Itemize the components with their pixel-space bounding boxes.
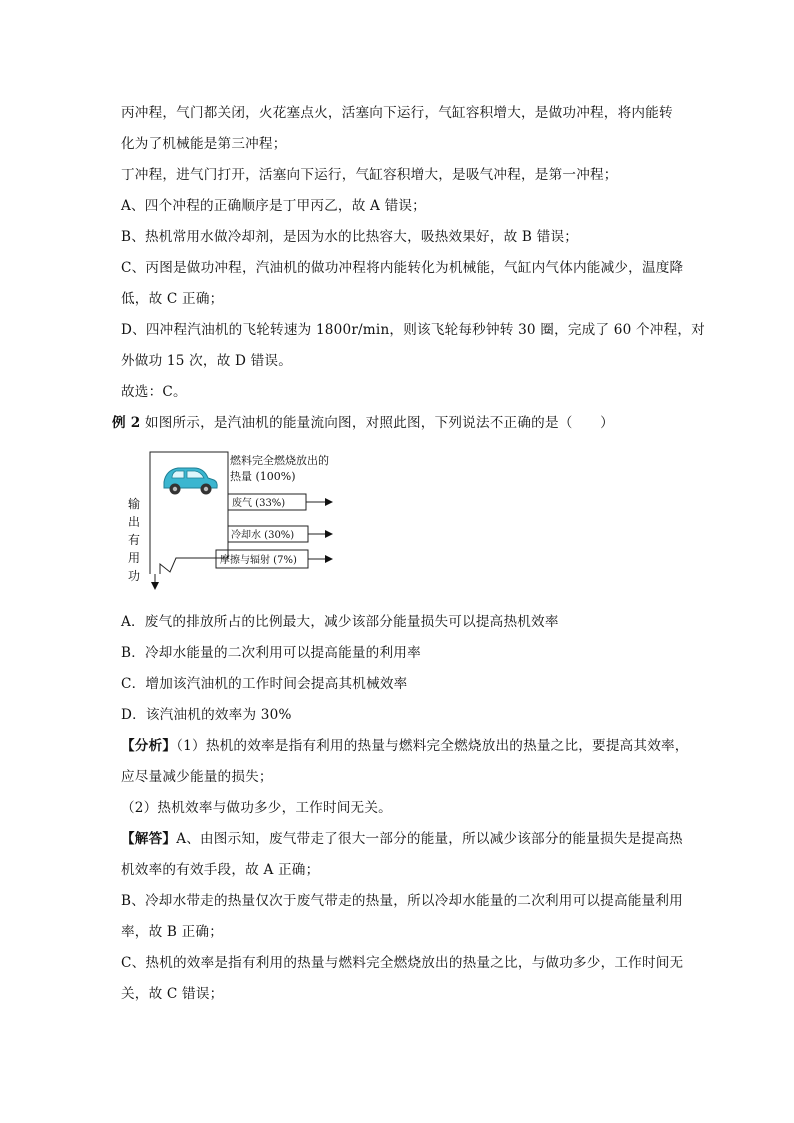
- solution-line-9: 外做功 15 次，故 D 错误。: [121, 353, 293, 369]
- answer-line-2: 机效率的有效手段，故 A 正确；: [121, 862, 320, 878]
- answer-line-6: 关，故 C 错误；: [121, 986, 224, 1002]
- answer-line-1: [121, 829, 683, 849]
- answer-line-3: B、冷却水带走的热量仅次于废气带走的热量，所以冷却水能量的二次利用可以提高能量利用: [121, 893, 683, 909]
- useful-work-char-5: 功: [128, 569, 141, 583]
- example-label: 例 2: [112, 415, 141, 431]
- analysis-tag: 【分析】: [121, 738, 177, 754]
- analysis-text-1: （1）热机的效率是指有利用的热量与燃料完全燃烧放出的热量之比，要提高其效率，: [176, 738, 689, 754]
- solution-line-7: 低，故 C 正确；: [121, 291, 224, 307]
- solution-line-10: 故选：C。: [121, 384, 187, 400]
- analysis-line-3: （2）热机效率与做功多少，工作时间无关。: [121, 800, 392, 816]
- useful-work-char-2: 出: [128, 515, 141, 529]
- option-b: B．冷却水能量的二次利用可以提高能量的利用率: [121, 645, 421, 661]
- exhaust-label: 废气 (33%): [232, 498, 286, 509]
- energy-flow-svg: [120, 448, 360, 598]
- answer-line-5: C、热机的效率是指有利用的热量与燃料完全燃烧放出的热量之比，与做功多少，工作时间无: [121, 955, 684, 971]
- useful-work-char-4: 用: [128, 551, 141, 565]
- cooling-label: 冷却水 (30%): [231, 530, 295, 541]
- analysis-line-2: 应尽量减少能量的损失；: [121, 769, 273, 785]
- friction-label: 摩擦与辐射 (7%): [220, 555, 297, 566]
- option-d: D．该汽油机的效率为 30%: [121, 707, 292, 723]
- useful-work-char-3: 有: [128, 533, 141, 547]
- example-question: [112, 413, 614, 433]
- solution-line-6: C、丙图是做功冲程，汽油机的做功冲程将内能转化为机械能，气缸内气体内能减少，温度降: [121, 260, 684, 276]
- solution-line-4: A、四个冲程的正确顺序是丁甲丙乙，故 A 错误；: [121, 198, 426, 214]
- example-question-text: 如图所示，是汽油机的能量流向图，对照此图，下列说法不正确的是（ ）: [144, 415, 614, 431]
- solution-line-8: D、四冲程汽油机的飞轮转速为 1800r/min，则该飞轮每秒钟转 30 圈，完成了 60 个冲程，对: [121, 322, 705, 338]
- energy-flow-diagram: [120, 448, 360, 598]
- useful-work-char-1: 输: [128, 497, 141, 511]
- option-c: C．增加该汽油机的工作时间会提高其机械效率: [121, 676, 408, 692]
- solution-line-2: 化为了机械能是第三冲程；: [121, 136, 287, 152]
- analysis-line-1: [121, 736, 689, 756]
- option-a: A．废气的排放所占的比例最大，减少该部分能量损失可以提高热机效率: [121, 614, 559, 630]
- solution-line-1: 丙冲程，气门都关闭，火花塞点火，活塞向下运行，气缸容积增大，是做功冲程，将内能转: [121, 105, 673, 121]
- fuel-label-line2: 热量 (100%): [230, 470, 296, 483]
- fuel-label-line1: 燃料完全燃烧放出的: [230, 454, 329, 467]
- answer-tag: 【解答】: [121, 831, 177, 847]
- car-icon: [164, 468, 217, 495]
- answer-text-1: A、由图示知，废气带走了很大一部分的能量，所以减少该部分的能量损失是提高热: [176, 831, 683, 847]
- solution-line-3: 丁冲程，进气门打开，活塞向下运行，气缸容积增大，是吸气冲程，是第一冲程；: [121, 167, 618, 183]
- answer-line-4: 率，故 B 正确；: [121, 924, 223, 940]
- solution-line-5: B、热机常用水做冷却剂，是因为水的比热容大，吸热效果好，故 B 错误；: [121, 229, 579, 245]
